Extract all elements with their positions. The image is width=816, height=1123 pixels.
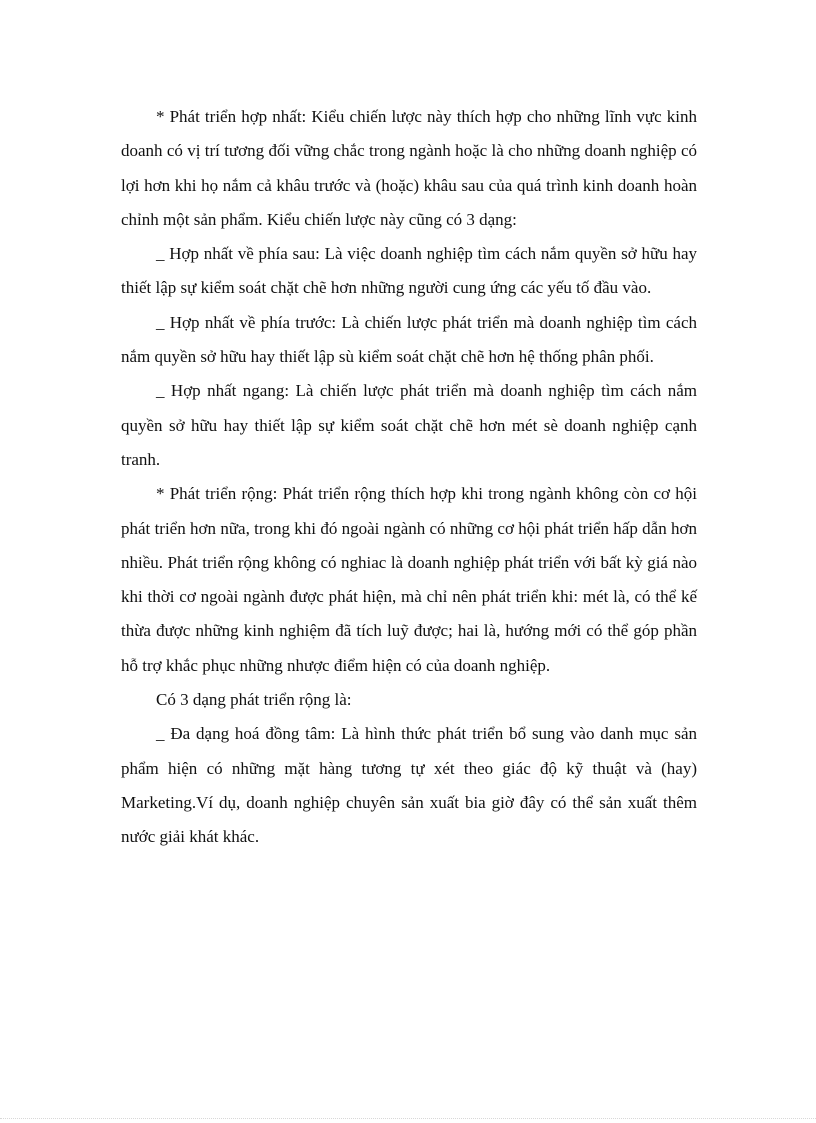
paragraph-integrated-development: * Phát triển hợp nhất: Kiểu chiến lược này thích hợp cho những lĩnh vực kinh doanh có vị trí tương đối vững chắc trong ngành hoặc là cho những doanh nghiệp có lợi hơn khi họ nắm cả khâu trước và (hoặc) khâu sau của quá trình kinh doanh hoàn chỉnh một sản phẩm. Kiểu chiến lược này cũng có 3 dạng:	[121, 107, 697, 229]
paragraph-broad-development: * Phát triển rộng: Phát triển rộng thích hợp khi trong ngành không còn cơ hội phát triển hơn nữa, trong khi đó ngoài ngành có những cơ hội phát triển hấp dẫn hơn nhiều. Phát triển rộng không có nghiac là doanh nghiệp phát triển với bất kỳ giá nào khi thời cơ ngoài ngành được phát hiện, mà chỉ nên phát triển khi: mét là, có thể kế thừa được những kinh nghiệm đã tích luỹ được; hai là, hướng mới có thể góp phần hỗ trợ khắc phục những nhược điểm hiện có của doanh nghiệp.	[121, 484, 697, 675]
page-bottom-divider	[0, 1118, 816, 1119]
paragraph-horizontal-integration: _ Hợp nhất ngang: Là chiến lược phát triển mà doanh nghiệp tìm cách nắm quyền sở hữu hay thiết lập sự kiểm soát chặt chẽ hơn mét sè doanh nghiệp cạnh tranh.	[121, 381, 697, 469]
paragraph-concentric-diversification: _ Đa dạng hoá đồng tâm: Là hình thức phát triển bổ sung vào danh mục sản phẩm hiện có những mặt hàng tương tự xét theo giác độ kỹ thuật và (hay) Marketing.Ví dụ, doanh nghiệp chuyên sản xuất bia giờ đây có thể sản xuất thêm nước giải khát khác.	[121, 724, 697, 847]
document-body	[121, 100, 697, 855]
paragraph-forward-integration: _ Hợp nhất về phía trước: Là chiến lược phát triển mà doanh nghiệp tìm cách nắm quyền sở hữu hay thiết lập sù kiểm soát chặt chẽ hơn hệ thống phân phối.	[121, 312, 697, 367]
paragraph-backward-integration: _ Hợp nhất về phía sau: Là việc doanh nghiệp tìm cách nắm quyền sở hữu hay thiết lập sự kiểm soát chặt chẽ hơn những người cung ứng các yếu tố đầu vào.	[121, 244, 697, 298]
paragraph-broad-development-types: Có 3 dạng phát triển rộng là:	[156, 690, 352, 710]
